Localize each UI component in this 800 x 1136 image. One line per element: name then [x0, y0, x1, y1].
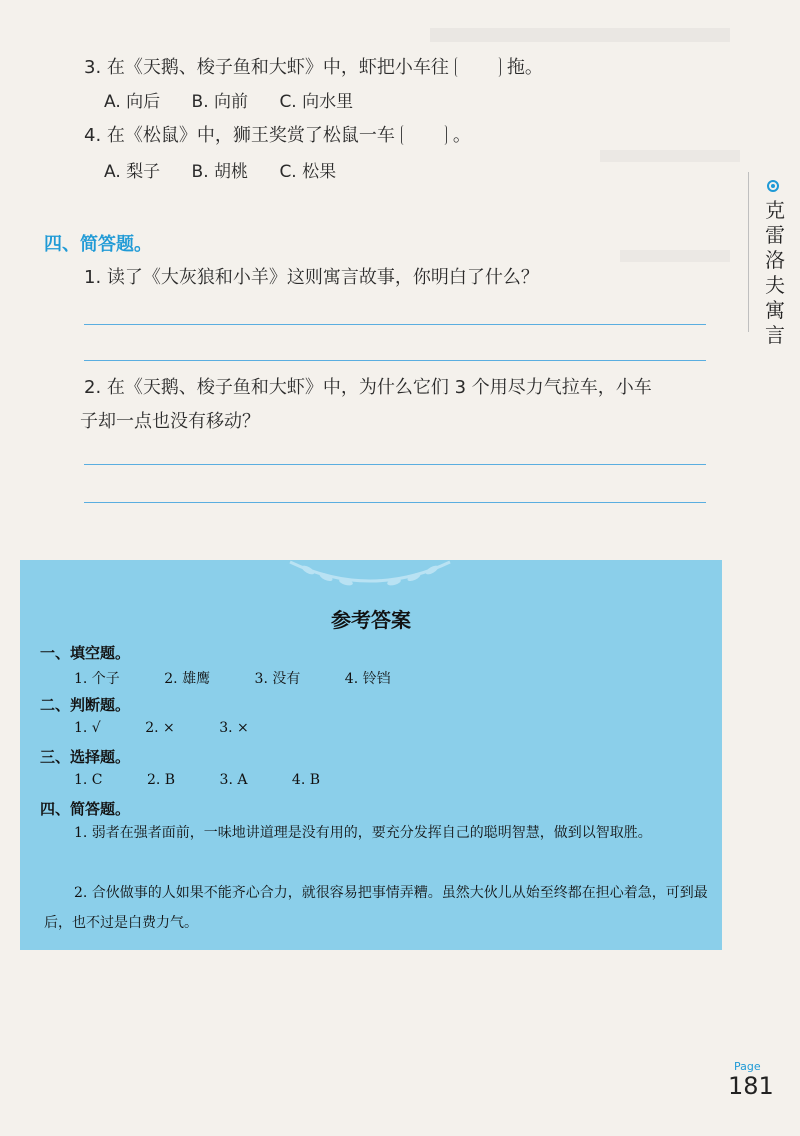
- answer-row-fill-blank: [74, 668, 431, 688]
- answer-line[interactable]: [84, 502, 706, 503]
- answer-section-short-answer: 四、简答题。: [40, 800, 131, 818]
- bleed-through-decoration: [600, 150, 740, 162]
- answer-item: 1. C: [74, 772, 103, 788]
- answer-paragraph-1: 1. 弱者在强者面前，一味地讲道理是没有用的，要充分发挥自己的聪明智慧，做到以智取胜。: [74, 825, 652, 841]
- answer-item: 2. 雄鹰: [164, 671, 211, 687]
- answer-row-true-false: [74, 720, 289, 736]
- reference-answers-box: [20, 560, 722, 950]
- short-answer-question-1: 1. 读了《大灰狼和小羊》这则寓言故事，你明白了什么？: [84, 267, 539, 288]
- chapter-title: 克雷洛夫寓言: [765, 198, 785, 347]
- answer-item: 3. 没有: [254, 671, 301, 687]
- question-4-suffix: 。: [452, 125, 471, 146]
- question-3-suffix: 拖。: [506, 57, 543, 78]
- circle-bullet-icon: [767, 180, 779, 192]
- answer-item: 2. B: [146, 772, 176, 788]
- bleed-through-decoration: [620, 250, 730, 262]
- answer-section-multiple-choice: 三、选择题。: [40, 748, 131, 766]
- laurel-wreath-icon: [280, 560, 460, 594]
- short-answer-question-2-line-2: 子却一点也没有移动？: [80, 411, 260, 432]
- short-answer-question-2-line-1: 2. 在《天鹅、梭子鱼和大虾》中，为什么它们 3 个用尽力气拉车，小车: [84, 377, 652, 398]
- answer-item: 3. ×: [219, 720, 249, 736]
- option-a: A. 向后: [104, 92, 161, 112]
- option-c: C. 松果: [279, 162, 337, 182]
- bleed-through-decoration: [430, 28, 730, 42]
- option-b: B. 向前: [191, 92, 249, 112]
- question-4: [84, 124, 471, 148]
- chapter-side-tab: [748, 172, 800, 347]
- answer-item: 3. A: [219, 772, 248, 788]
- question-3-options: [104, 90, 379, 114]
- answer-item: 2. ×: [145, 720, 175, 736]
- answer-section-fill-blank: 一、填空题。: [40, 644, 131, 662]
- page-label: Page: [734, 1060, 761, 1073]
- answer-section-true-false: 二、判断题。: [40, 696, 131, 714]
- option-c: C. 向水里: [279, 92, 354, 112]
- option-a: A. 梨子: [104, 162, 161, 182]
- answer-item: 4. B: [291, 772, 321, 788]
- answer-blank[interactable]: [455, 57, 501, 77]
- answer-blank[interactable]: [401, 125, 447, 145]
- answer-paragraph-2: 2. 合伙做事的人如果不能齐心合力，就很容易把事情弄糟。虽然大伙儿从始至终都在担心着急，可到最后，也不过是白费力气。: [44, 885, 708, 931]
- answer-item: 4. 铃铛: [344, 671, 391, 687]
- answer-row-multiple-choice: [74, 772, 360, 788]
- answer-line[interactable]: [84, 360, 706, 361]
- answer-box-title: 参考答案: [331, 608, 411, 632]
- page-number: 181: [728, 1072, 774, 1100]
- question-4-options: [104, 160, 362, 184]
- answer-line[interactable]: [84, 324, 706, 325]
- section-title-short-answer: 四、简答题。: [44, 234, 152, 255]
- question-4-text: 4. 在《松鼠》中，狮王奖赏了松鼠一车: [84, 125, 395, 146]
- option-b: B. 胡桃: [191, 162, 249, 182]
- question-3-text: 3. 在《天鹅、梭子鱼和大虾》中，虾把小车往: [84, 57, 449, 78]
- answer-line[interactable]: [84, 464, 706, 465]
- question-3: [84, 56, 543, 80]
- answer-item: 1. √: [74, 720, 101, 736]
- answer-item: 1. 个子: [74, 671, 120, 687]
